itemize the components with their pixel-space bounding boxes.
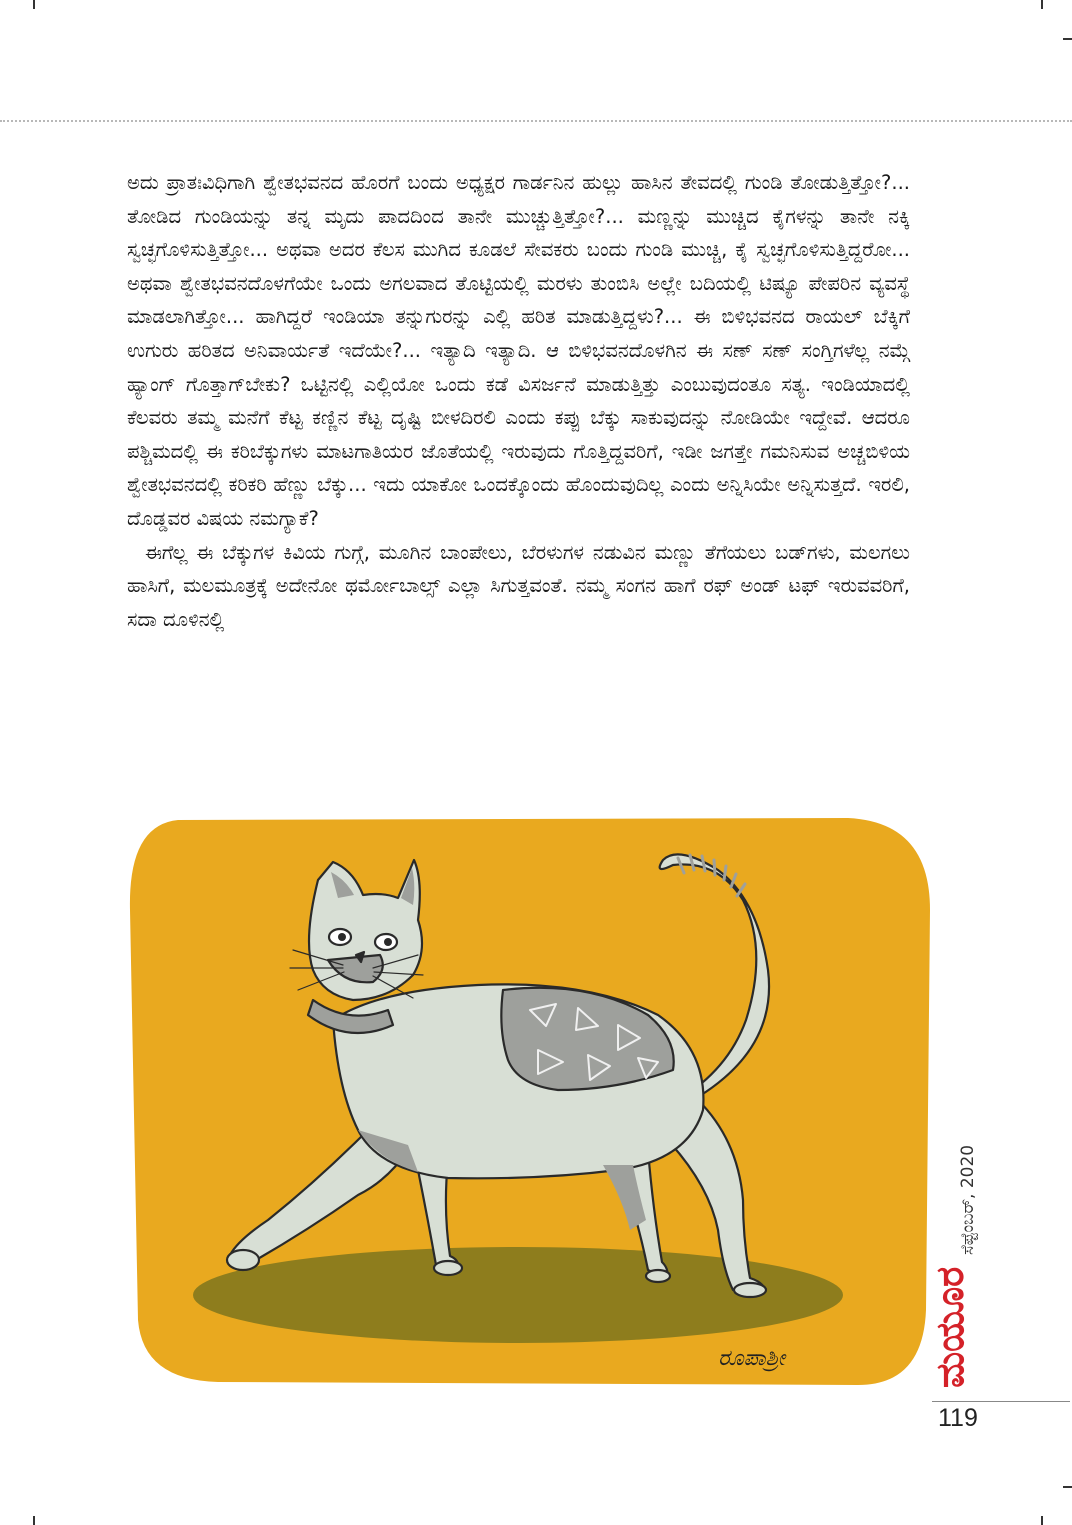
page-number: 119: [938, 1404, 978, 1432]
cat-paw: [734, 1283, 766, 1297]
article-paragraph: ಅದು ಪ್ರಾತಃವಿಧಿಗಾಗಿ ಶ್ವೇತಭವನದ ಹೊರಗೆ ಬಂದು ಅಧ್ಯಕ್ಷರ ಗಾರ್ಡನಿನ ಹುಲ್ಲು ಹಾಸಿನ ತೇವದಲ್ಲಿ ಗುಂಡಿ ತೋಡುತ್ತಿತ್ತೋ?... ತೋಡಿದ ಗುಂಡಿಯನ್ನು ತನ್ನ ಮೃದು ಪಾದದಿಂದ ತಾನೇ ಮುಚ್ಚುತ್ತಿತ್ತೋ?... ಮಣ್ಣನ್ನು ಮುಚ್ಚಿದ ಕೈಗಳನ್ನು ತಾನೇ ನಕ್ಕಿ ಸ್ವಚ್ಛಗೊಳಿಸುತ್ತಿತ್ತೋ... ಅಥವಾ ಅದರ ಕೆಲಸ ಮುಗಿದ ಕೂಡಲೆ ಸೇವಕರು ಬಂದು ಗುಂಡಿ ಮುಚ್ಚಿ, ಕೈ ಸ್ವಚ್ಛಗೊಳಿಸುತ್ತಿದ್ದರೋ... ಅಥವಾ ಶ್ವೇತಭವನದೊಳಗೆಯೇ ಒಂದು ಅಗಲವಾದ ತೊಟ್ಟಿಯಲ್ಲಿ ಮರಳು ತುಂಬಿಸಿ ಅಲ್ಲೇ ಬದಿಯಲ್ಲಿ ಟಿಷ್ಯೂ ಪೇಪರಿನ ವ್ಯವಸ್ಥೆ ಮಾಡಲಾಗಿತ್ತೋ... ಹಾಗಿದ್ದರೆ ಇಂಡಿಯಾ ತನ್ನುಗುರನ್ನು ಎಲ್ಲಿ ಹರಿತ ಮಾಡುತ್ತಿದ್ದಳು?... ಈ ಬಿಳಿಭವನದ ರಾಯಲ್ ಬೆಕ್ಕಿಗೆ ಉಗುರು ಹರಿತದ ಅನಿವಾರ್ಯತೆ ಇದೆಯೇ?... ಇತ್ಯಾದಿ ಇತ್ಯಾದಿ. ಆ ಬಿಳಿಭವನದೊಳಗಿನ ಈ ಸಣ್ ಸಣ್ ಸಂಗ್ತಿಗಳೆಲ್ಲ ನಮ್ಗೆ ಹ್ಯಾಂಗ್ ಗೊತ್ತಾಗ್‌ಬೇಕು? ಒಟ್ಟಿನಲ್ಲಿ ಎಲ್ಲಿಯೋ ಒಂದು ಕಡೆ ವಿಸರ್ಜನೆ ಮಾಡುತ್ತಿತ್ತು ಎಂಬುವುದಂತೂ ಸತ್ಯ. ಇಂಡಿಯಾದಲ್ಲಿ ಕೆಲವರು ತಮ್ಮ ಮನೆಗೆ ಕೆಟ್ಟ ಕಣ್ಣಿನ ಕೆಟ್ಟ ದೃಷ್ಟಿ ಬೀಳದಿರಲಿ ಎಂದು ಕಪ್ಪು ಬೆಕ್ಕು ಸಾಕುವುದನ್ನು ನೋಡಿಯೇ ಇದ್ದೇವೆ. ಆದರೂ ಪಶ್ಚಿಮದಲ್ಲಿ ಈ ಕರಿಬೆಕ್ಕುಗಳು ಮಾಟಗಾತಿಯರ ಜೊತೆಯಲ್ಲಿ ಇರುವುದು ಗೊತ್ತಿದ್ದವರಿಗೆ, ಇಡೀ ಜಗತ್ತೇ ಗಮನಿಸುವ ಅಚ್ಚಬಿಳಿಯ ಶ್ವೇತಭವನದಲ್ಲಿ ಕರಿಕರಿ ಹೆಣ್ಣು ಬೆಕ್ಕು... ಇದು ಯಾಕೋ ಒಂದಕ್ಕೊಂದು ಹೊಂದುವುದಿಲ್ಲ ಎಂದು ಅನ್ನಿಸಿಯೇ ಅನ್ನಿಸುತ್ತದೆ. ಇರಲಿ, ದೊಡ್ಡವರ ವಿಷಯ ನಮಗ್ಯಾಕೆ?: [127, 171, 910, 530]
crop-mark-bottom-right: [1041, 1516, 1043, 1525]
cat-pupil: [384, 938, 392, 946]
header-dotted-rule: [0, 120, 1072, 122]
cat-illustration: [118, 800, 938, 1390]
crop-mark-top-right: [1041, 0, 1043, 9]
crop-mark-bottom-left: [33, 1516, 35, 1525]
page-number-rule: [932, 1401, 1070, 1402]
crop-mark-top-left: [33, 0, 35, 9]
issue-date: ಸೆಪ್ಟೆಂಬರ್, 2020: [958, 1144, 978, 1255]
crop-mark-right-bottom: [1063, 1486, 1072, 1488]
cat-paw: [646, 1270, 670, 1282]
magazine-logo: ಮಯೂರ: [928, 1266, 972, 1388]
crop-mark-right-top: [1063, 38, 1072, 40]
artist-signature: ರೂಪಾಶ್ರೀ: [718, 1346, 785, 1371]
article-paragraph: ಈಗೆಲ್ಲ ಈ ಬೆಕ್ಕುಗಳ ಕಿವಿಯ ಗುಗ್ಗೆ, ಮೂಗಿನ ಬಾಂಪೇಲು, ಬೆರಳುಗಳ ನಡುವಿನ ಮಣ್ಣು ತೆಗೆಯಲು ಬಡ್‌ಗಳು, ಮಲಗಲು ಹಾಸಿಗೆ, ಮಲಮೂತ್ರಕ್ಕೆ ಅದೇನೋ ಥರ್ಮೋಬಾಲ್ಸ್ ಎಲ್ಲಾ ಸಿಗುತ್ತವಂತೆ. ನಮ್ಮ ಸಂಗನ ಹಾಗೆ ರಫ್ ಅಂಡ್ ಟಫ್ ಇರುವವರಿಗೆ, ಸದಾ ದೂಳಿನಲ್ಲಿ: [127, 540, 910, 631]
cat-pupil: [338, 933, 346, 941]
cat-paw: [227, 1250, 259, 1270]
article-body: [127, 166, 910, 636]
cat-paw: [434, 1261, 462, 1275]
